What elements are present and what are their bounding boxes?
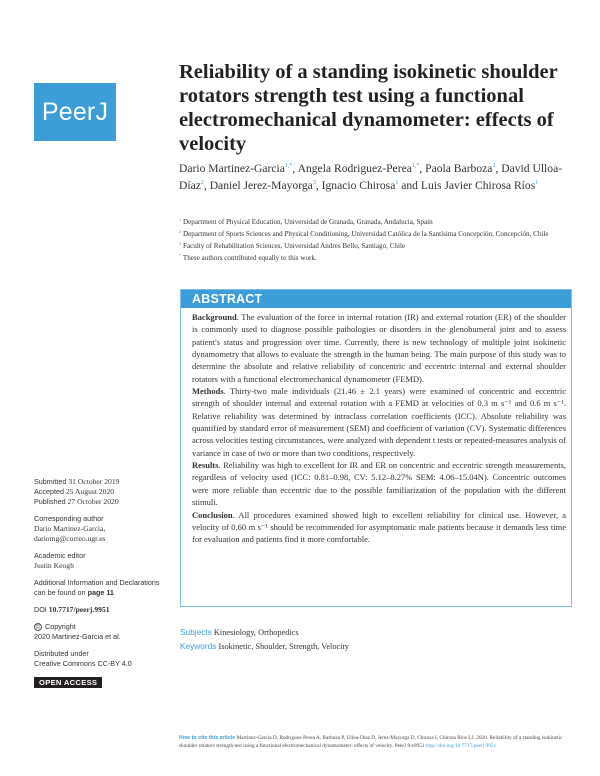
article-dates: Submitted 31 October 2019 Accepted 25 August 2020 Published 27 October 2020 [34,477,120,506]
author-list: Dario Martinez-Garcia$^{1,*}$, Angela Rodriguez-Perea$^{1,*}$, Paola Barboza$^2$, David Ulloa-Díaz$^2$, Daniel Jerez-Mayorga$^3$, Ignacio Chirosa$^1$ and Luis Javier Chirosa Ríos$^1$ [179,162,563,192]
subjects-keywords [180,626,570,653]
affiliation-item: $^1$ Department of Physical Education, Universidad de Granada, Granada, Andalucia, Spain [179,217,433,226]
abstract-methods: Methods. Thirty-two male individuals (21.46 ± 2.1 years) were examined of concentric and eccentric strength of shoulder internal and external rotation with a FEMD at velocities of 0.3 m s⁻¹ and 0.6 m s⁻¹. Relative reliability was determined by intraclass correlation coefficients (ICC). Absolute reliability was quantified by standard error of measurement (SEM) and coefficient of variation (CV). Systematic differences across velocities testing circumstances, were analyzed with dependent t tests or repeated-measures analysis of variance in case of two or more than two conditions, respectively. [192,386,566,458]
affiliation-item: $^3$ Faculty of Rehabilitation Sciences, Universidad Andres Bello, Santiago, Chile [179,241,406,250]
article-sidebar [34,477,169,688]
author-affiliation-marker: 1,* [411,163,420,169]
license-block: Distributed under Creative Commons CC-BY 4.0 [34,649,169,669]
author-name: Dario Martinez-Garcia [179,162,285,175]
abstract-box [180,289,572,607]
abstract-background: Background. The evaluation of the force in internal rotation (IR) and external rotation (ER) of the shoulder is commonly used to diagnose possible pathologies or disorders in the glenohumeral joint and to assess patient's status and progression over time. Currently, there is new technology of multiple joint isokinetic dynamometry that allows to evaluate the strength in the human being. The main purpose of this study was to determine the absolute and relative reliability of concentric and eccentric internal and external shoulder rotators with a functional electromechanical dynamometer (FEMD). [192,312,566,384]
how-to-cite [179,734,569,751]
author-affiliation-marker: 1 [395,180,399,186]
corresponding-email-link[interactable]: dariomg@correo.ugr.es [34,534,106,543]
author-affiliation-marker: 3 [312,180,316,186]
article-title: Reliability of a standing isokinetic shoulder rotators strength test using a functional electromechanical dynamometer: effects of velocity [179,61,558,155]
how-to-cite-label: How to cite this article [179,735,236,741]
keywords-value: Isokinetic, Shoulder, Strength, Velocity [218,641,349,651]
peerj-logo: PeerJ [34,83,116,141]
open-access-badge: OPEN ACCESS [34,677,102,688]
subjects-value[interactable]: Kinesiology, Orthopedics [213,628,299,637]
author-affiliation-marker: 2 [492,163,496,169]
keywords-label: Keywords [180,640,217,651]
affiliation-item: $^2$ Department of Sports Sciences and Physical Conditioning, Universidad Católica de la Santísima Concepción, Concepción, Chile [179,229,549,238]
abstract-heading: ABSTRACT [181,290,571,308]
citation-doi-link[interactable]: http://doi.org/10.7717/peerj.9951 [425,743,497,750]
doi-row: DOI 10.7717/peerj.9951 [34,605,110,614]
author-affiliation-marker: 2 [200,180,204,186]
author-name: David Ulloa-Díaz [179,162,563,192]
author-name: Ignacio Chirosa [321,179,396,192]
keywords-row [180,640,570,654]
abstract-conclusion: Conclusion. All procedures examined showed high to excellent reliability for clinical use. However, a velocity of 0.60 m s⁻¹ should be recommended for asymptomatic male patients because it demands less time for evaluation and patients find it more comfortable. [192,509,566,545]
abstract-results: Results. Reliability was high to excellent for IR and ER on concentric and eccentric strength measurements, regardless of velocity used (ICC: 0.81–0.98, CV: 5.12–8.27% SEM: 4.06–15.04N). Concentric outcomes were more reliable than eccentric due to the possible familiarization of the population with the different stimuli. [192,460,566,508]
additional-info: Additional Information and Declarations can be found on page 11 [34,578,160,597]
author-name: Paola Barboza [425,162,493,175]
author-affiliation-marker: 1 [535,180,539,186]
copyright-icon: © [35,625,41,631]
affiliation-item: * These authors contributed equally to this work. [179,253,317,262]
academic-editor: Academic editor Justin Keogh [34,551,86,570]
subjects-row [180,626,570,640]
doi-link[interactable]: 10.7717/peerj.9951 [48,605,110,614]
license-link[interactable]: Creative Commons CC-BY 4.0 [34,659,132,668]
additional-info-page-link[interactable]: page 11 [87,588,114,597]
author-affiliation-marker: 1,* [284,163,293,169]
copyright-block: © Copyright 2020 Martinez-Garcia et al. [34,622,121,641]
citation-text: Martinez-Garcia D, Rodriguez-Perea A, Barboza P, Ulloa-Díaz D, Jerez-Mayorga D, Chirosa I, Chirosa Ríos LJ. 2020. Reliability of a standing isokinetic shoulder rotators strength test using a functional electromechanical dynamometer: effects of velocity. PeerJ 8:e9951 [179,735,563,750]
corresponding-author: Corresponding author Dario Martinez-Garcia, dariomg@correo.ugr.es [34,514,169,544]
author-name: Luis Javier Chirosa Ríos [420,179,536,192]
author-name: Angela Rodriguez-Perea [297,162,412,175]
author-name: Daniel Jerez-Mayorga [209,179,313,192]
abstract-body [192,311,566,546]
subjects-label: Subjects [180,627,212,637]
affiliation-list [179,217,569,265]
